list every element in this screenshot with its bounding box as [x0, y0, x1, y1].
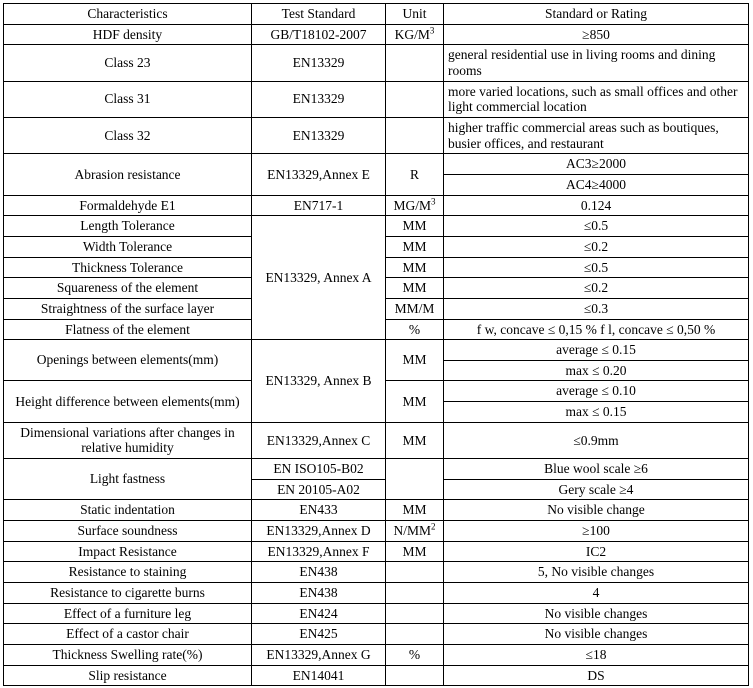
cell-rating: f w, concave ≤ 0,15 % f l, concave ≤ 0,50 % [444, 319, 749, 340]
cell-unit: MM [386, 216, 444, 237]
cell-unit [386, 624, 444, 645]
cell-test-standard: GB/T18102-2007 [252, 24, 386, 45]
cell-characteristic: Thickness Tolerance [4, 257, 252, 278]
table-row [4, 645, 749, 666]
cell-test-standard: EN13329,Annex E [252, 154, 386, 195]
table-row [4, 195, 749, 216]
cell-unit: MM [386, 541, 444, 562]
cell-rating: general residential use in living rooms and dining rooms [444, 45, 749, 81]
cell-unit: MM [386, 381, 444, 422]
table-row [4, 340, 749, 361]
cell-test-standard: EN438 [252, 562, 386, 583]
column-header-unit: Unit [386, 4, 444, 25]
cell-test-standard: EN13329, Annex B [252, 340, 386, 423]
cell-test-standard: EN14041 [252, 665, 386, 686]
cell-unit: R [386, 154, 444, 195]
cell-characteristic: Flatness of the element [4, 319, 252, 340]
cell-unit [386, 603, 444, 624]
cell-unit [386, 521, 444, 542]
cell-characteristic: Effect of a furniture leg [4, 603, 252, 624]
cell-characteristic: Class 31 [4, 81, 252, 117]
cell-characteristic: Impact Resistance [4, 541, 252, 562]
cell-unit [386, 81, 444, 117]
cell-characteristic: Squareness of the element [4, 278, 252, 299]
table-header-row [4, 4, 749, 25]
cell-unit [386, 45, 444, 81]
unit-text: MG/M [393, 197, 431, 213]
column-header-characteristics: Characteristics [4, 4, 252, 25]
cell-rating: AC3≥2000 [444, 154, 749, 175]
cell-test-standard: EN13329,Annex C [252, 422, 386, 458]
table-row [4, 665, 749, 686]
cell-test-standard: EN424 [252, 603, 386, 624]
cell-rating: IC2 [444, 541, 749, 562]
table-row [4, 45, 749, 81]
table-row [4, 216, 749, 237]
cell-characteristic: Class 23 [4, 45, 252, 81]
cell-unit [386, 583, 444, 604]
unit-exponent: 2 [431, 521, 436, 532]
table-row [4, 24, 749, 45]
cell-unit [386, 117, 444, 153]
table-row [4, 459, 749, 480]
unit-exponent: 3 [429, 25, 435, 36]
cell-rating: ≥850 [444, 24, 749, 45]
cell-characteristic: Thickness Swelling rate(%) [4, 645, 252, 666]
cell-test-standard: EN13329,Annex D [252, 521, 386, 542]
cell-unit: MM [386, 278, 444, 299]
cell-rating: Blue wool scale ≥6 [444, 459, 749, 480]
cell-rating: ≤0.5 [444, 216, 749, 237]
cell-characteristic: HDF density [4, 24, 252, 45]
cell-characteristic: Dimensional variations after changes in relative humidity [4, 422, 252, 458]
cell-test-standard: EN13329 [252, 81, 386, 117]
table-row [4, 624, 749, 645]
cell-characteristic: Straightness of the surface layer [4, 298, 252, 319]
cell-test-standard: EN 20105-A02 [252, 479, 386, 500]
cell-characteristic: Openings between elements(mm) [4, 340, 252, 381]
cell-test-standard: EN433 [252, 500, 386, 521]
cell-rating: higher traffic commercial areas such as boutiques, busier offices, and restaurant [444, 117, 749, 153]
cell-rating: 0.124 [444, 195, 749, 216]
cell-test-standard: EN425 [252, 624, 386, 645]
cell-unit [386, 459, 444, 500]
cell-test-standard: EN13329 [252, 45, 386, 81]
cell-rating: ≤0.9mm [444, 422, 749, 458]
cell-rating: ≤0.3 [444, 298, 749, 319]
cell-test-standard: EN ISO105-B02 [252, 459, 386, 480]
table-row [4, 583, 749, 604]
cell-unit: MM [386, 422, 444, 458]
unit-text: KG/M [394, 26, 430, 42]
cell-rating: DS [444, 665, 749, 686]
cell-test-standard: EN717-1 [252, 195, 386, 216]
cell-characteristic: Length Tolerance [4, 216, 252, 237]
cell-test-standard: EN13329, Annex A [252, 216, 386, 340]
cell-rating: No visible change [444, 500, 749, 521]
cell-rating: more varied locations, such as small offices and other light commercial location [444, 81, 749, 117]
cell-unit: % [386, 319, 444, 340]
cell-characteristic: Surface soundness [4, 521, 252, 542]
cell-characteristic: Resistance to cigarette burns [4, 583, 252, 604]
cell-characteristic: Resistance to staining [4, 562, 252, 583]
cell-rating: average ≤ 0.10 [444, 381, 749, 402]
column-header-standard-or-rating: Standard or Rating [444, 4, 749, 25]
cell-unit [386, 665, 444, 686]
cell-test-standard: EN13329,Annex G [252, 645, 386, 666]
cell-unit [386, 562, 444, 583]
cell-rating: average ≤ 0.15 [444, 340, 749, 361]
cell-unit: % [386, 645, 444, 666]
cell-unit: MM [386, 340, 444, 381]
cell-characteristic: Slip resistance [4, 665, 252, 686]
table-row [4, 81, 749, 117]
cell-unit [386, 195, 444, 216]
table-row [4, 422, 749, 458]
cell-rating: ≤18 [444, 645, 749, 666]
cell-characteristic: Formaldehyde E1 [4, 195, 252, 216]
cell-rating: No visible changes [444, 624, 749, 645]
table-row [4, 154, 749, 175]
specification-table [3, 3, 749, 686]
table-row [4, 562, 749, 583]
unit-exponent: 3 [431, 196, 436, 207]
cell-characteristic: Light fastness [4, 459, 252, 500]
unit-text: N/MM [393, 523, 431, 539]
cell-test-standard: EN13329 [252, 117, 386, 153]
cell-characteristic: Static indentation [4, 500, 252, 521]
cell-characteristic: Abrasion resistance [4, 154, 252, 195]
cell-rating: ≤0.2 [444, 236, 749, 257]
cell-characteristic: Width Tolerance [4, 236, 252, 257]
cell-test-standard: EN438 [252, 583, 386, 604]
cell-rating: max ≤ 0.20 [444, 360, 749, 381]
cell-rating: ≥100 [444, 521, 749, 542]
cell-unit: MM [386, 500, 444, 521]
cell-unit: MM [386, 236, 444, 257]
cell-unit: MM [386, 257, 444, 278]
cell-rating: Gery scale ≥4 [444, 479, 749, 500]
cell-rating: 5, No visible changes [444, 562, 749, 583]
cell-unit: MM/M [386, 298, 444, 319]
cell-rating: 4 [444, 583, 749, 604]
cell-rating: max ≤ 0.15 [444, 402, 749, 423]
table-row [4, 521, 749, 542]
cell-rating: No visible changes [444, 603, 749, 624]
cell-characteristic: Height difference between elements(mm) [4, 381, 252, 422]
table-row [4, 541, 749, 562]
cell-characteristic: Effect of a castor chair [4, 624, 252, 645]
table-row [4, 603, 749, 624]
table-row [4, 117, 749, 153]
cell-characteristic: Class 32 [4, 117, 252, 153]
cell-rating: ≤0.2 [444, 278, 749, 299]
table-row [4, 500, 749, 521]
cell-rating: ≤0.5 [444, 257, 749, 278]
cell-rating: AC4≥4000 [444, 174, 749, 195]
cell-unit [386, 24, 444, 45]
column-header-test-standard: Test Standard [252, 4, 386, 25]
cell-test-standard: EN13329,Annex F [252, 541, 386, 562]
